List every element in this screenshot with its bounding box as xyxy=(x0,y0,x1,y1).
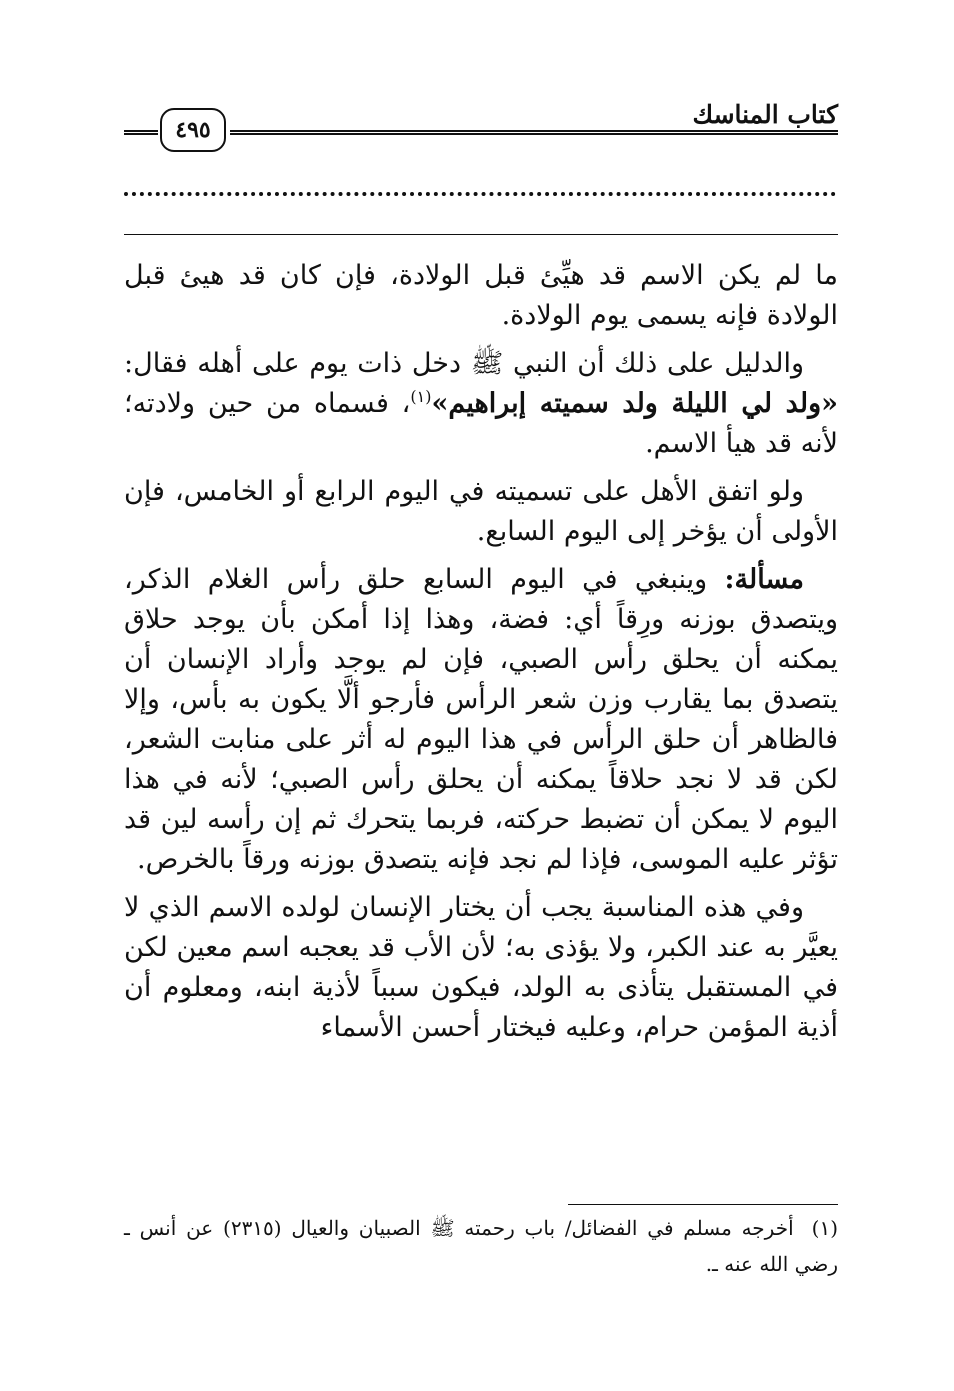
dotted-separator-line xyxy=(124,192,836,196)
dotted-separator xyxy=(124,186,836,200)
header-rule-left xyxy=(124,130,158,135)
paragraph-1: ما لم يكن الاسم قد هيِّئ قبل الولادة، فإن كان قد هيئ قبل الولادة فإنه يسمى يوم الولادة. xyxy=(124,260,838,331)
footnotes xyxy=(124,1210,838,1282)
footnote-rule xyxy=(568,1204,838,1205)
paragraph-4-text: وينبغي في اليوم السابع حلق رأس الغلام الذكر، ويتصدق بوزنه ورِقاً أي: فضة، وهذا إذا أمكن بأن يوجد حلاق يمكنه أن يحلق رأس الصبي، فإن لم يوجد وأراد الإنسان أن يتصدق بما يقارب وزن شعر الرأس فأرجو ألَّا يكون به بأس، وإلا فالظاهر أن حلق الرأس في هذا اليوم له أثر على منابت الشعر، لكن قد لا نجد حلاقاً يمكنه أن يحلق رأس الصبي؛ لأنه في هذا اليوم لا يمكن أن تضبط حركته، فربما يتحرك ثم إن رأسه لين قد تؤثر عليه الموسى، فإذا لم نجد فإنه يتصدق بوزنه ورقاً بالخرص. xyxy=(124,564,838,875)
footnote-item xyxy=(124,1210,838,1282)
book-title: كتاب المناسك xyxy=(692,100,838,129)
issue-label: مسألة: xyxy=(724,564,804,595)
hadith-quote: «ولد لي الليلة ولد سميته إبراهيم» xyxy=(431,388,838,419)
paragraph-2-end: ، فسماه من حين ولادته؛ لأنه قد هيأ الاسم. xyxy=(124,388,838,459)
paragraph-2-intro: والدليل على ذلك أن النبي ﷺ دخل ذات يوم على أهله فقال: xyxy=(124,348,804,379)
main-text xyxy=(124,256,838,1056)
footnote-reference[interactable]: (١) xyxy=(410,387,432,406)
section-rule xyxy=(124,234,838,235)
header-rule-right xyxy=(230,130,838,135)
footnote-text: أخرجه مسلم في الفضائل/ باب رحمته ﷺ الصبيان والعيال (٢٣١٥) عن أنس ـ رضي الله عنه ـ. xyxy=(124,1216,838,1276)
paragraph-4 xyxy=(124,560,838,880)
page-number: ٤٩٥ xyxy=(175,117,211,143)
paragraph-3: ولو اتفق الأهل على تسميته في اليوم الرابع أو الخامس، فإن الأولى أن يؤخر إلى اليوم السابع. xyxy=(124,476,838,547)
page-header xyxy=(124,100,838,152)
paragraph-5: وفي هذه المناسبة يجب أن يختار الإنسان لولده الاسم الذي لا يعيَّر به عند الكبر، ولا يؤذى به؛ لأن الأب قد يعجبه اسم معين لكن في المستقبل يتأذى به الولد، فيكون سبباً لأذية ابنه، ومعلوم أن أذية المؤمن حرام، وعليه فيختار أحسن الأسماء xyxy=(124,892,838,1043)
page-number-frame xyxy=(160,108,226,152)
footnote-number: (١) xyxy=(811,1216,838,1240)
paragraph-2 xyxy=(124,344,838,464)
